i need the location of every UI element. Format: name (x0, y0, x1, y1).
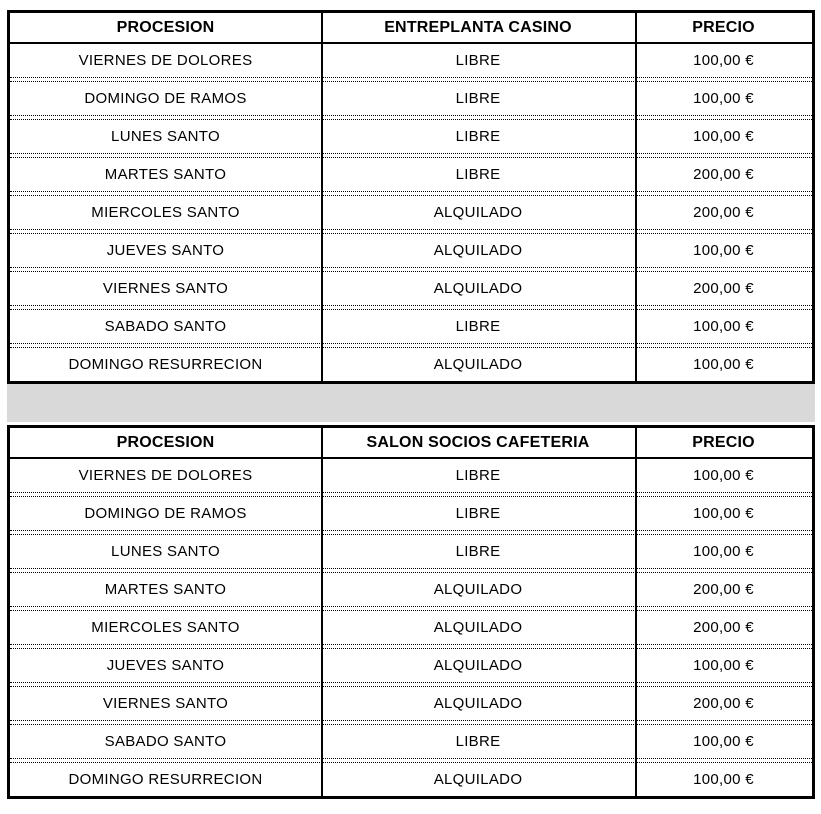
cell-procesion: MIERCOLES SANTO (91, 619, 240, 636)
col-header-procesion: PROCESION (116, 433, 215, 451)
col-header-precio: PRECIO (692, 433, 755, 451)
cell-estado: LIBRE (455, 505, 501, 522)
cell-procesion: DOMINGO RESURRECION (68, 356, 263, 373)
cell-precio: 200,00 € (693, 204, 754, 221)
cell-estado: ALQUILADO (433, 280, 523, 297)
header-row (10, 428, 812, 459)
cell-estado: ALQUILADO (433, 356, 523, 373)
cell-procesion: MIERCOLES SANTO (91, 204, 240, 221)
table-row (10, 497, 812, 530)
table-row (10, 573, 812, 606)
table-salon-socios-cafeteria (7, 425, 815, 799)
cell-procesion: VIERNES DE DOLORES (78, 52, 253, 69)
cell-precio: 100,00 € (693, 771, 754, 788)
table-row (10, 763, 812, 796)
table-row (10, 348, 812, 381)
cell-estado: ALQUILADO (433, 657, 523, 674)
col-header-precio: PRECIO (692, 18, 755, 36)
cell-precio: 100,00 € (693, 242, 754, 259)
cell-procesion: VIERNES SANTO (102, 280, 229, 297)
table-row (10, 310, 812, 343)
cell-estado: LIBRE (455, 52, 501, 69)
cell-procesion: VIERNES SANTO (102, 695, 229, 712)
table-row (10, 44, 812, 77)
cell-precio: 100,00 € (693, 318, 754, 335)
cell-procesion: DOMINGO DE RAMOS (84, 90, 247, 107)
cell-estado: LIBRE (455, 467, 501, 484)
cell-estado: LIBRE (455, 318, 501, 335)
table-row (10, 120, 812, 153)
cell-precio: 100,00 € (693, 52, 754, 69)
table-row (10, 535, 812, 568)
header-row (10, 13, 812, 44)
cell-procesion: MARTES SANTO (104, 581, 227, 598)
cell-procesion: LUNES SANTO (111, 543, 220, 560)
table-row (10, 725, 812, 758)
cell-procesion: JUEVES SANTO (106, 657, 225, 674)
cell-estado: LIBRE (455, 90, 501, 107)
column-divider (635, 428, 637, 796)
cell-precio: 200,00 € (693, 280, 754, 297)
column-divider (635, 13, 637, 381)
cell-precio: 100,00 € (693, 90, 754, 107)
table-row (10, 649, 812, 682)
cell-precio: 200,00 € (693, 581, 754, 598)
cell-precio: 100,00 € (693, 128, 754, 145)
col-header-entreplanta-casino: ENTREPLANTA CASINO (384, 18, 572, 36)
cell-precio: 100,00 € (693, 733, 754, 750)
table-row (10, 196, 812, 229)
table-row (10, 687, 812, 720)
cell-estado: LIBRE (455, 128, 501, 145)
table-row (10, 272, 812, 305)
cell-estado: ALQUILADO (433, 242, 523, 259)
cell-precio: 200,00 € (693, 166, 754, 183)
cell-procesion: MARTES SANTO (104, 166, 227, 183)
cell-estado: ALQUILADO (433, 695, 523, 712)
table-row (10, 611, 812, 644)
cell-estado: LIBRE (455, 543, 501, 560)
column-divider (321, 428, 323, 796)
table-row (10, 158, 812, 191)
separator-band (7, 384, 815, 422)
table-row (10, 234, 812, 267)
cell-estado: ALQUILADO (433, 204, 523, 221)
table-row (10, 459, 812, 492)
cell-procesion: DOMINGO DE RAMOS (84, 505, 247, 522)
cell-procesion: DOMINGO RESURRECION (68, 771, 263, 788)
cell-precio: 200,00 € (693, 695, 754, 712)
cell-precio: 100,00 € (693, 657, 754, 674)
col-header-salon-socios-cafeteria: SALON SOCIOS CAFETERIA (366, 433, 590, 451)
cell-procesion: SABADO SANTO (104, 733, 227, 750)
table-row (10, 82, 812, 115)
cell-precio: 200,00 € (693, 619, 754, 636)
column-divider (321, 13, 323, 381)
cell-precio: 100,00 € (693, 543, 754, 560)
table-body (10, 44, 812, 381)
cell-procesion: VIERNES DE DOLORES (78, 467, 253, 484)
cell-precio: 100,00 € (693, 467, 754, 484)
cell-precio: 100,00 € (693, 356, 754, 373)
cell-estado: ALQUILADO (433, 771, 523, 788)
col-header-procesion: PROCESION (116, 18, 215, 36)
cell-estado: ALQUILADO (433, 619, 523, 636)
cell-precio: 100,00 € (693, 505, 754, 522)
cell-procesion: JUEVES SANTO (106, 242, 225, 259)
cell-procesion: SABADO SANTO (104, 318, 227, 335)
cell-estado: LIBRE (455, 733, 501, 750)
cell-estado: ALQUILADO (433, 581, 523, 598)
table-body (10, 459, 812, 796)
cell-procesion: LUNES SANTO (111, 128, 220, 145)
table-entreplanta-casino (7, 10, 815, 384)
cell-estado: LIBRE (455, 166, 501, 183)
